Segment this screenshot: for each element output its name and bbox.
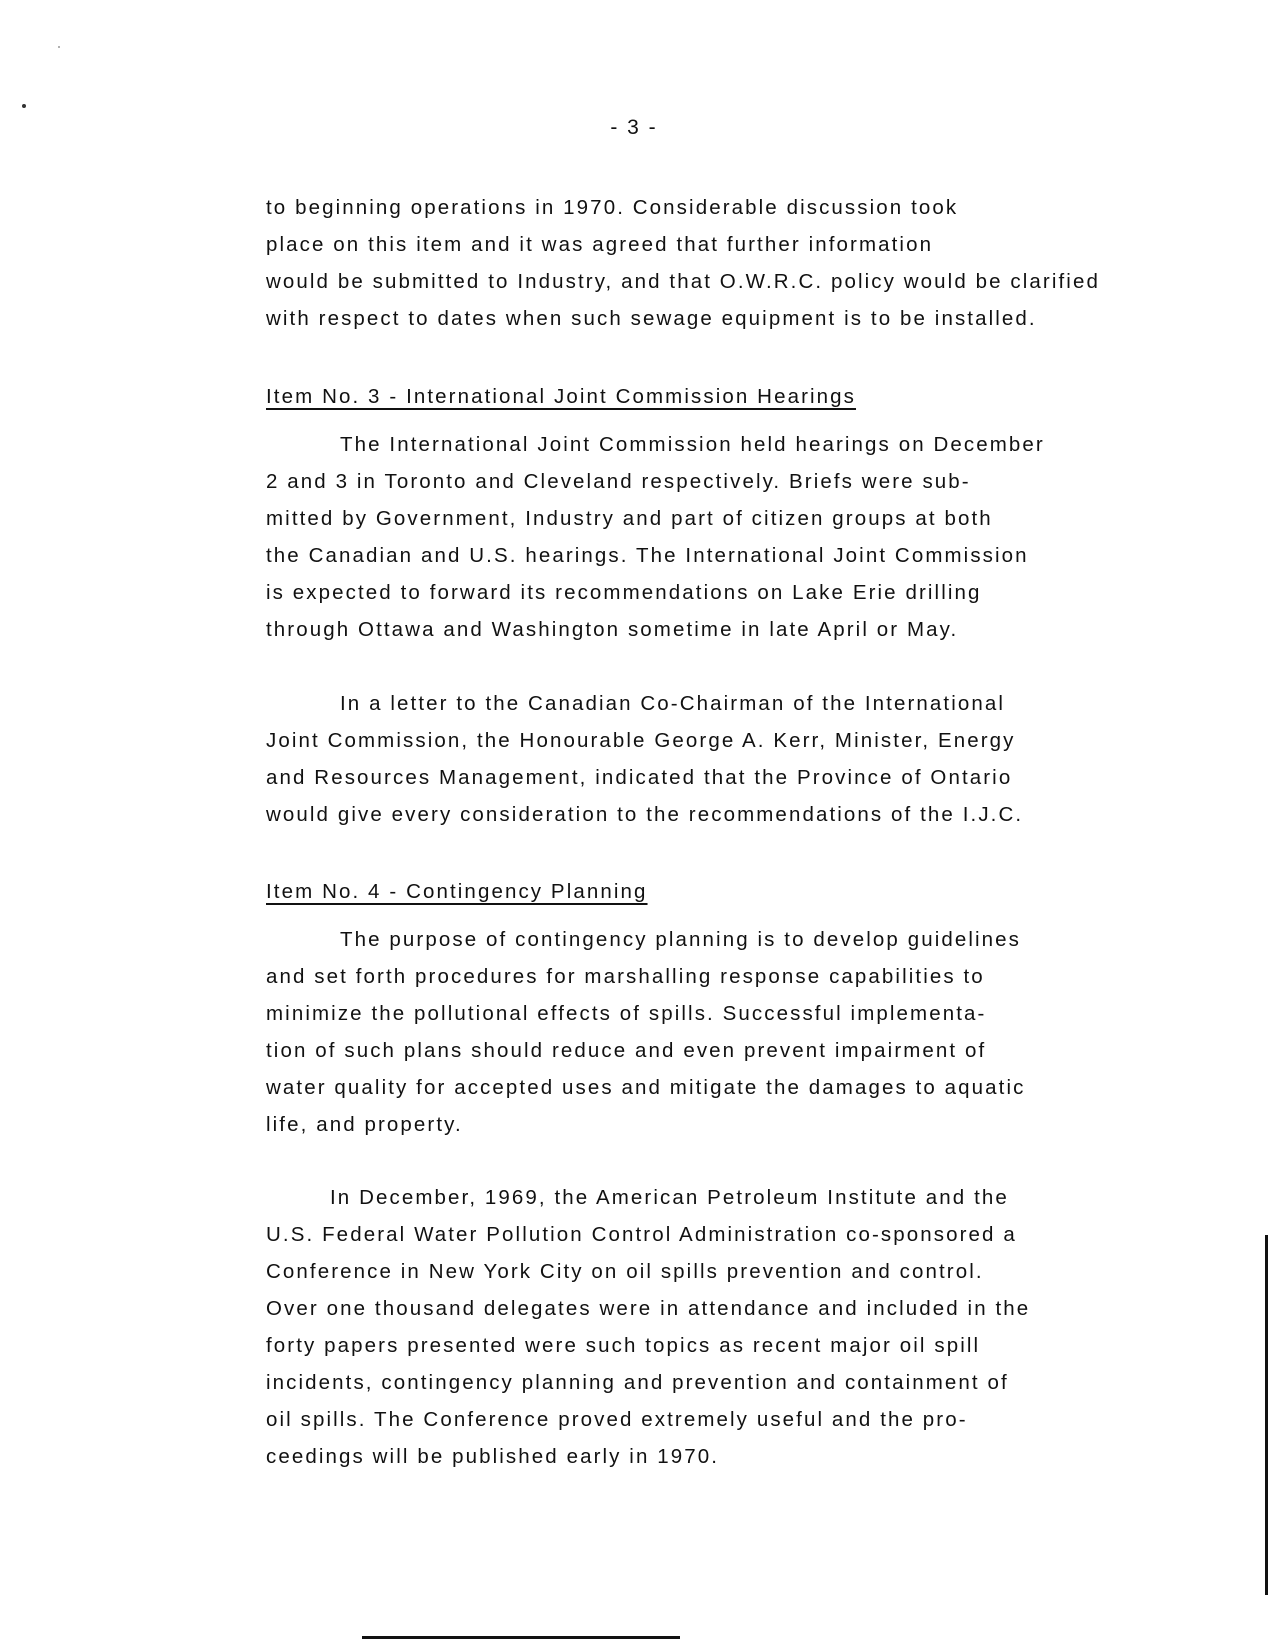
body-line: through Ottawa and Washington sometime in late April or May. — [266, 618, 959, 641]
body-line: would be submitted to Industry, and that O.W.R.C. policy would be clarified — [266, 270, 1100, 293]
scan-speck — [58, 46, 60, 48]
body-line: oil spills. The Conference proved extremely useful and the pro- — [266, 1408, 968, 1431]
body-line: incidents, contingency planning and prevention and containment of — [266, 1371, 1009, 1394]
scan-speck — [22, 104, 26, 108]
section-heading-item-3: Item No. 3 - International Joint Commission Hearings — [266, 385, 857, 408]
body-line: U.S. Federal Water Pollution Control Administration co-sponsored a — [266, 1223, 1017, 1246]
body-line: ceedings will be published early in 1970. — [266, 1445, 720, 1468]
body-line: Conference in New York City on oil spills prevention and control. — [266, 1260, 984, 1283]
page-number: - 3 - — [610, 116, 658, 139]
body-line: minimize the pollutional effects of spills. Successful implementa- — [266, 1002, 987, 1025]
body-line: water quality for accepted uses and mitigate the damages to aquatic — [266, 1076, 1026, 1099]
body-line: Over one thousand delegates were in attendance and included in the — [266, 1297, 1031, 1320]
body-line: 2 and 3 in Toronto and Cleveland respectively. Briefs were sub- — [266, 470, 971, 493]
body-line: forty papers presented were such topics as recent major oil spill — [266, 1334, 981, 1357]
body-line: In a letter to the Canadian Co-Chairman of the International — [340, 692, 1006, 715]
body-line: Joint Commission, the Honourable George A. Kerr, Minister, Energy — [266, 729, 1016, 752]
body-line: place on this item and it was agreed that further information — [266, 233, 934, 256]
body-line: In December, 1969, the American Petroleum Institute and the — [330, 1186, 1009, 1209]
body-line: The International Joint Commission held hearings on December — [340, 433, 1045, 456]
body-line: mitted by Government, Industry and part of citizen groups at both — [266, 507, 993, 530]
bottom-rule — [362, 1636, 680, 1639]
body-line: The purpose of contingency planning is to develop guidelines — [340, 928, 1022, 951]
body-line: with respect to dates when such sewage equipment is to be installed. — [266, 307, 1037, 330]
body-line: and Resources Management, indicated that the Province of Ontario — [266, 766, 1013, 789]
section-heading-item-4: Item No. 4 - Contingency Planning — [266, 880, 648, 903]
body-line: would give every consideration to the recommendations of the I.J.C. — [266, 803, 1024, 826]
body-line: tion of such plans should reduce and even prevent impairment of — [266, 1039, 987, 1062]
body-line: and set forth procedures for marshalling response capabilities to — [266, 965, 985, 988]
body-line: life, and property. — [266, 1113, 463, 1136]
body-line: the Canadian and U.S. hearings. The International Joint Commission — [266, 544, 1029, 567]
body-line: is expected to forward its recommendations on Lake Erie drilling — [266, 581, 982, 604]
body-line: to beginning operations in 1970. Considerable discussion took — [266, 196, 959, 219]
